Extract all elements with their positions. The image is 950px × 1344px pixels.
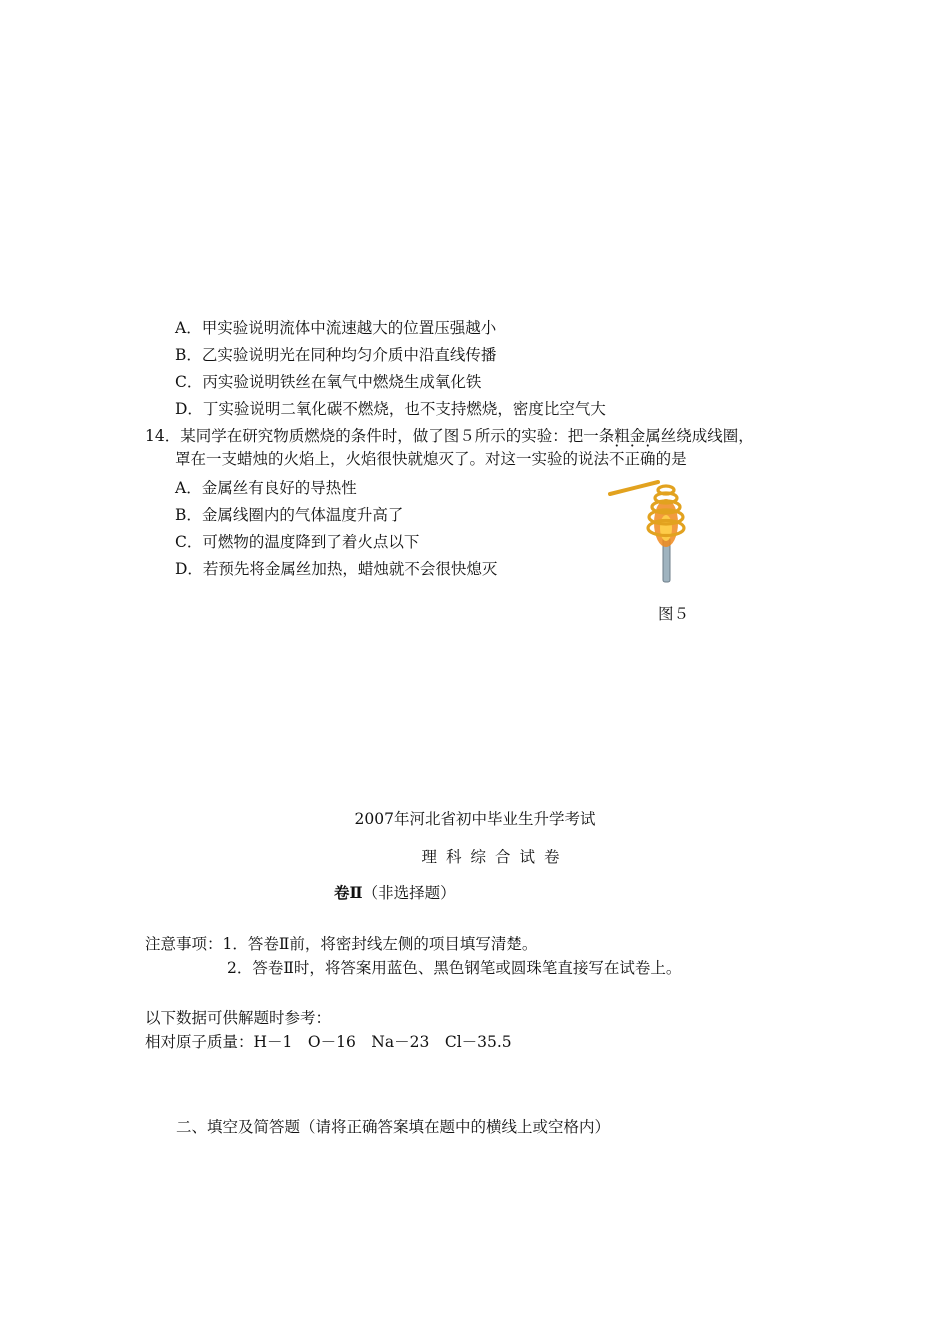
q13-option-c: C．丙实验说明铁丝在氧气中燃烧生成氧化铁	[175, 373, 482, 391]
q14-stem-text3: 的是	[655, 450, 687, 468]
notes-text-1: 1．答卷Ⅱ前，将密封线左侧的项目填写清楚。	[222, 935, 538, 953]
section-type: （非选择题）	[362, 884, 456, 902]
q14-number: 14．	[145, 427, 181, 445]
q14-stem-line2	[175, 447, 687, 469]
exam-subtitle: 理科综合试卷	[421, 848, 569, 866]
q14-option-b: B．金属线圈内的气体温度升高了	[175, 506, 404, 524]
notes-item-1	[145, 932, 537, 954]
wire-handle	[610, 482, 658, 494]
q14-stem-text1: 某同学在研究物质燃烧的条件时，做了图５所示的实验：把一条粗金属丝绕成线圈，	[180, 427, 754, 445]
figure-caption: 图５	[658, 605, 690, 623]
q14-option-d: D．若预先将金属丝加热，蜡烛就不会很快熄灭	[175, 560, 498, 578]
coil-candle-figure	[606, 476, 698, 588]
notes-item-2: 2．答卷Ⅱ时，将答案用蓝色、黑色钢笔或圆珠笔直接写在试卷上。	[227, 959, 682, 977]
exam-title: 2007年河北省初中毕业生升学考试	[354, 810, 596, 828]
q13-option-d: D．丁实验说明二氧化碳不燃烧，也不支持燃烧，密度比空气大	[175, 400, 606, 418]
q14-stem-line1	[145, 424, 754, 446]
atomic-masses: 相对原子质量：H－1 O－16 Na－23 Cl－35.5	[145, 1033, 512, 1051]
q14-option-c: C．可燃物的温度降到了着火点以下	[175, 533, 420, 551]
section-label: 卷Ⅱ	[334, 883, 363, 902]
reference-intro: 以下数据可供解题时参考：	[145, 1009, 332, 1027]
q14-emphasis-char: 确	[640, 450, 656, 468]
q14-stem-text2: 罩在一支蜡烛的火焰上，火焰很快就熄灭了。对这一实验的说法	[175, 450, 610, 468]
q14-emphasis-char: 不	[609, 450, 625, 468]
q14-option-a: A．金属丝有良好的导热性	[175, 479, 357, 497]
notes-label: 注意事项：	[145, 935, 223, 953]
q13-option-a: A．甲实验说明流体中流速越大的位置压强越小	[175, 319, 497, 337]
section-heading	[334, 881, 456, 903]
q13-option-b: B．乙实验说明光在同种均匀介质中沿直线传播	[175, 346, 497, 364]
q14-emphasis-char: 正	[624, 450, 641, 468]
part2-heading: 二、填空及简答题（请将正确答案填在题中的横线上或空格内）	[176, 1118, 611, 1136]
